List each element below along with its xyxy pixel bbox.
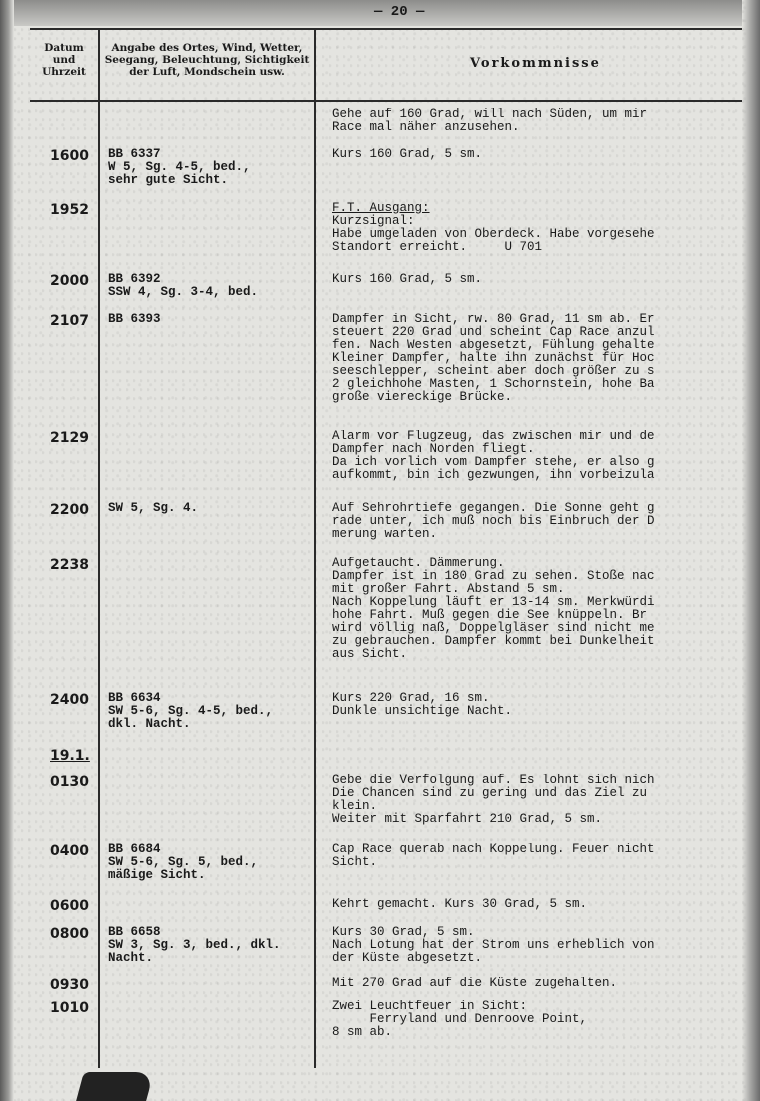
event-line: Alarm vor Flugzeug, das zwischen mir und de (332, 430, 655, 443)
entry-position-weather (108, 148, 251, 187)
position-line: BB 6658 (108, 925, 161, 939)
event-line: Kehrt gemacht. Kurs 30 Grad, 5 sm. (332, 898, 588, 911)
entry-event (332, 313, 742, 404)
entry-position-weather (108, 926, 281, 965)
event-line: Kleiner Dampfer, halte ihn zunächst für Hoc (332, 351, 655, 365)
event-line: Weiter mit Sparfahrt 210 Grad, 5 sm. (332, 812, 603, 826)
entry-time: 0400 (50, 843, 89, 859)
entry-event (332, 108, 742, 134)
position-line: BB 6684 (108, 842, 161, 856)
header-ort-line: Angabe des Ortes, Wind, Wetter, (111, 42, 303, 54)
event-line: Da ich vorlich vom Dampfer stehe, er also g (332, 455, 655, 469)
event-line: Dampfer nach Norden fliegt. (332, 442, 535, 456)
event-line: hohe Fahrt. Muß gegen die See knüppeln. Br (332, 608, 648, 622)
entry-time: 1952 (50, 202, 89, 218)
event-line: merung warten. (332, 527, 438, 541)
event-line: aufkommt, bin ich gezwungen, ihn vorbeizula (332, 468, 655, 482)
entry-time: 2238 (50, 557, 89, 573)
page-number: — 20 — (374, 4, 425, 20)
entry-time: 0800 (50, 926, 89, 942)
entry-event (332, 898, 742, 911)
entry-time: 1600 (50, 148, 89, 164)
event-line: wird völlig naß, Doppelgläser sind nicht me (332, 621, 655, 635)
event-line: F.T. Ausgang: (332, 202, 430, 215)
entry-time: 2107 (50, 313, 89, 329)
entry-event (332, 430, 742, 482)
event-line: Dunkle unsichtige Nacht. (332, 704, 513, 718)
entry-event (332, 843, 742, 869)
event-line: seeschlepper, scheint aber doch größer zu s (332, 364, 655, 378)
event-line: mit großer Fahrt. Abstand 5 sm. (332, 582, 565, 596)
header-ort (102, 42, 312, 78)
position-line: SW 5-6, Sg. 5, bed., (108, 855, 259, 869)
entry-event (332, 202, 742, 254)
position-line: BB 6337 (108, 147, 161, 161)
event-line: aus Sicht. (332, 647, 408, 661)
column-divider (314, 28, 316, 1068)
entry-event (332, 148, 742, 161)
page-shadow-left (0, 0, 14, 1101)
event-line: große viereckige Brücke. (332, 390, 513, 404)
event-line: Sicht. (332, 855, 378, 869)
entry-event (332, 1000, 742, 1039)
event-line: Nach Koppelung läuft er 13-14 sm. Merkwürdi (332, 595, 655, 609)
event-line: steuert 220 Grad und scheint Cap Race anzul (332, 325, 655, 339)
entry-position-weather (108, 313, 161, 326)
header-datum-line: Datum (44, 42, 84, 54)
entry-position-weather (108, 502, 198, 515)
entry-event (332, 774, 742, 826)
event-line: klein. (332, 799, 378, 813)
position-line: SW 5-6, Sg. 4-5, bed., (108, 704, 274, 718)
event-line: Kurzsignal: (332, 214, 415, 228)
event-line: der Küste abgesetzt. (332, 951, 483, 965)
event-line: Habe umgeladen von Oberdeck. Habe vorgesehe (332, 227, 655, 241)
entry-time: 2000 (50, 273, 89, 289)
header-bottom-rule (30, 100, 742, 102)
event-line: Mit 270 Grad auf die Küste zugehalten. (332, 977, 618, 990)
position-line: SSW 4, Sg. 3-4, bed. (108, 285, 259, 299)
header-vorkommnisse: Vorkommnisse (470, 56, 601, 71)
event-line: Cap Race querab nach Koppelung. Feuer nicht (332, 843, 655, 856)
event-line: Auf Sehrohrtiefe gegangen. Die Sonne geht g (332, 502, 655, 515)
header-ort-line: Seegang, Beleuchtung, Sichtigkeit (104, 54, 310, 66)
event-line: rade unter, ich muß noch bis Einbruch der D (332, 514, 655, 528)
entry-position-weather (108, 692, 273, 731)
event-line: Race mal näher anzusehen. (332, 120, 520, 134)
header-ort-line: der Luft, Mondschein usw. (129, 66, 285, 78)
position-line: SW 5, Sg. 4. (108, 501, 199, 515)
entry-event (332, 977, 742, 990)
entry-time: 0130 (50, 774, 89, 790)
event-line: Die Chancen sind zu gering und das Ziel zu (332, 786, 648, 800)
position-line: BB 6634 (108, 691, 161, 705)
position-line: BB 6392 (108, 272, 161, 286)
entry-position-weather (108, 273, 258, 299)
event-line: Kurs 30 Grad, 5 sm. (332, 926, 475, 939)
position-line: W 5, Sg. 4-5, bed., (108, 160, 251, 174)
entry-time: 0930 (50, 977, 89, 993)
column-divider (98, 28, 100, 1068)
event-line: Standort erreicht. U 701 (332, 240, 543, 254)
event-line: Gebe die Verfolgung auf. Es lohnt sich nich (332, 774, 655, 787)
position-line: BB 6393 (108, 312, 161, 326)
event-line: Zwei Leuchtfeuer in Sicht: (332, 1000, 528, 1013)
entry-time: 1010 (50, 1000, 89, 1016)
position-line: SW 3, Sg. 3, bed., dkl. (108, 938, 281, 952)
position-line: Nacht. (108, 951, 154, 965)
header-datum (30, 42, 98, 78)
event-line: 8 sm ab. (332, 1025, 393, 1039)
entry-event (332, 502, 742, 541)
entry-event (332, 692, 742, 718)
entry-event (332, 926, 742, 965)
event-line: Nach Lotung hat der Strom uns erheblich von (332, 938, 655, 952)
header-datum-line: und (52, 54, 76, 66)
position-line: dkl. Nacht. (108, 717, 191, 731)
header-band (14, 0, 742, 26)
entry-time: 2400 (50, 692, 89, 708)
entry-event (332, 557, 742, 661)
entry-position-weather (108, 843, 258, 882)
event-line: 2 gleichhohe Masten, 1 Schornstein, hohe Ba (332, 377, 655, 391)
ink-smudge (76, 1072, 154, 1101)
event-line: Kurs 220 Grad, 16 sm. (332, 692, 490, 705)
entry-time: 0600 (50, 898, 89, 914)
event-line: Ferryland und Denroove Point, (332, 1012, 588, 1026)
entry-time: 2200 (50, 502, 89, 518)
event-line: fen. Nach Westen abgesetzt, Fühlung gehalte (332, 338, 655, 352)
page-shadow-right (742, 0, 760, 1101)
event-line: zu gebrauchen. Dampfer kommt bei Dunkelheit (332, 634, 655, 648)
event-line: Kurs 160 Grad, 5 sm. (332, 148, 483, 161)
entry-event (332, 273, 742, 286)
entry-date: 19.1. (50, 748, 90, 764)
entry-time: 2129 (50, 430, 89, 446)
position-line: mäßige Sicht. (108, 868, 206, 882)
event-line: Dampfer in Sicht, rw. 80 Grad, 11 sm ab. Er (332, 313, 655, 326)
event-line: Gehe auf 160 Grad, will nach Süden, um mir (332, 108, 648, 121)
event-line: Dampfer ist in 180 Grad zu sehen. Stoße nac (332, 569, 655, 583)
event-line: Kurs 160 Grad, 5 sm. (332, 273, 483, 286)
event-line: Aufgetaucht. Dämmerung. (332, 557, 505, 570)
header-datum-line: Uhrzeit (42, 66, 86, 78)
position-line: sehr gute Sicht. (108, 173, 229, 187)
header-top-rule (30, 28, 742, 30)
